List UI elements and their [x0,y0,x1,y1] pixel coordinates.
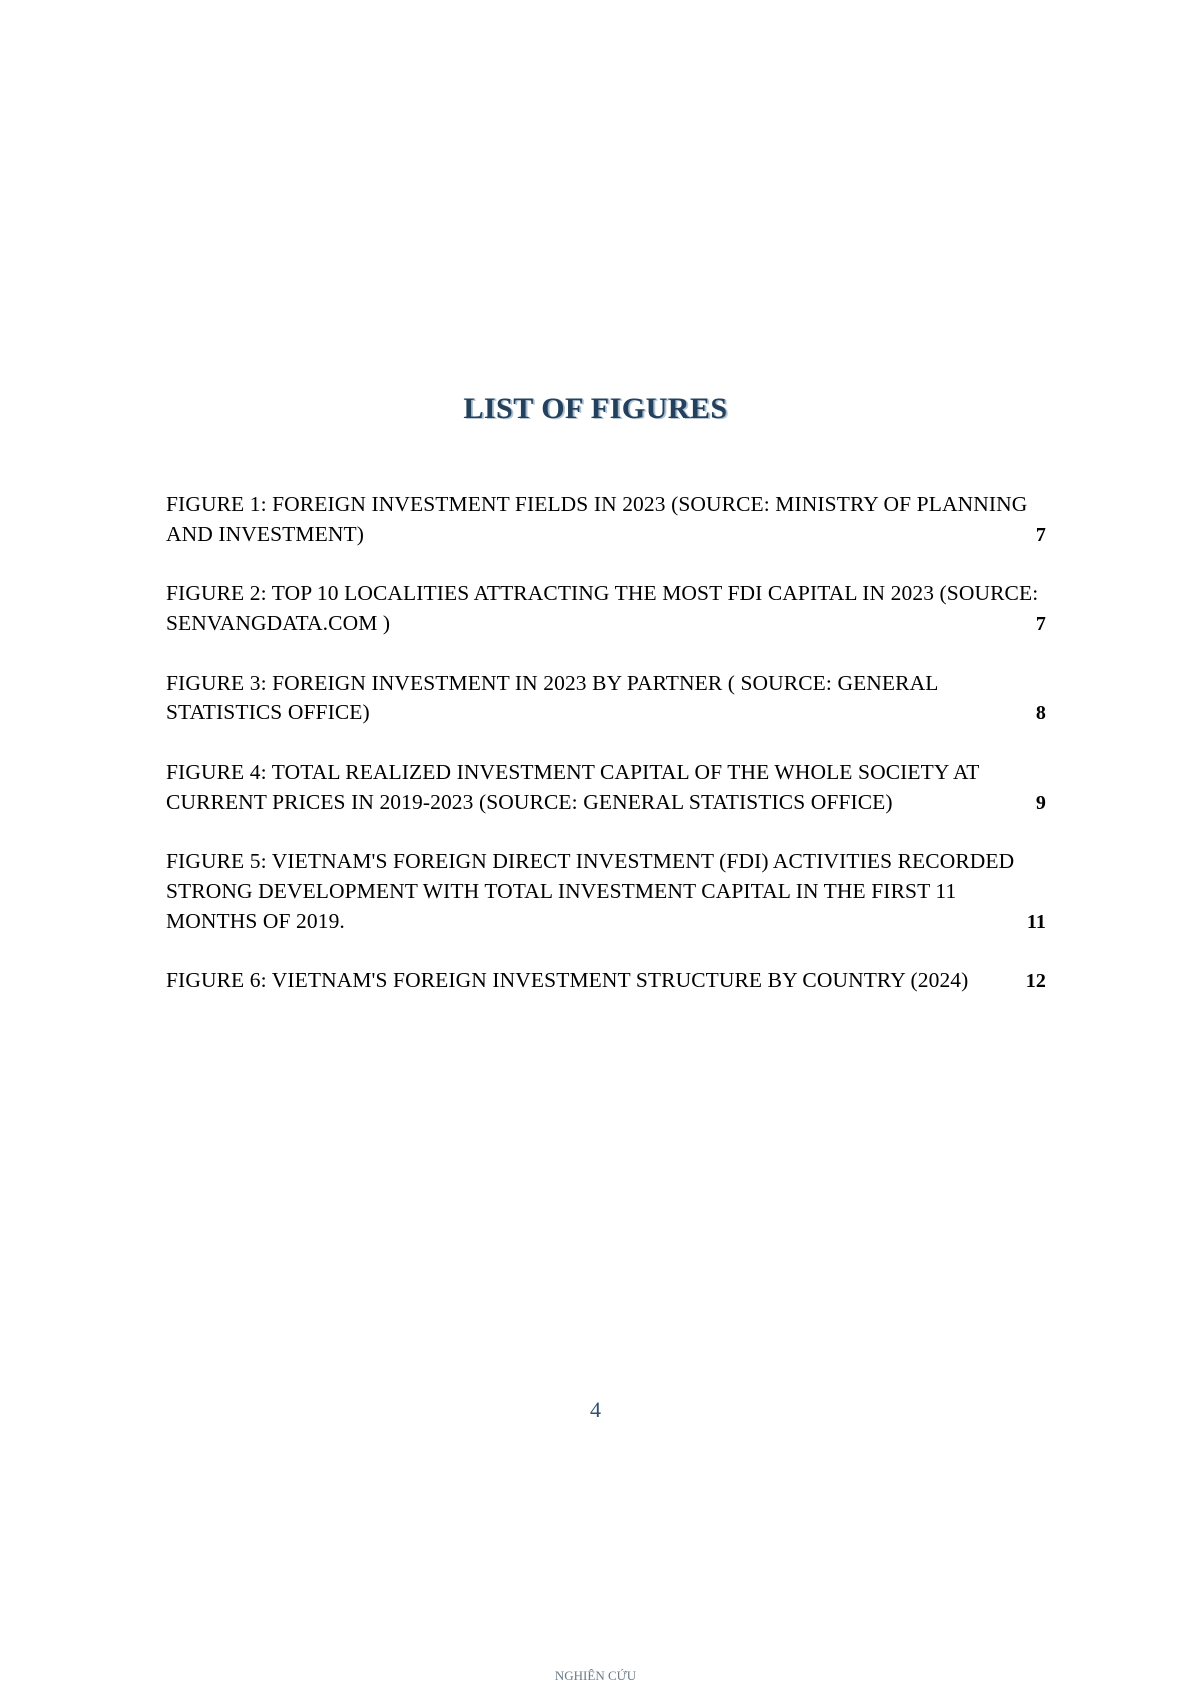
list-item[interactable] [166,579,1046,638]
figure-entry-label: FIGURE 6: VIETNAM'S FOREIGN INVESTMENT STRUCTURE BY COUNTRY (2024) [166,968,969,993]
list-item[interactable] [166,669,1046,728]
figure-entry-label: FIGURE 5: VIETNAM'S FOREIGN DIRECT INVESTMENT (FDI) ACTIVITIES RECORDED STRONG DEVELOPMENT WITH TOTAL INVESTMENT CAPITAL IN THE FIRST 11 MONTHS OF 2019. [166,849,1015,933]
page-number: 4 [590,1397,601,1422]
list-item[interactable] [166,490,1046,549]
list-item[interactable] [166,758,1046,817]
figure-entry-page: 8 [1035,702,1046,725]
page-title: LIST OF FIGURES [463,392,728,425]
list-item[interactable] [166,847,1046,936]
figure-entry-label: FIGURE 2: TOP 10 LOCALITIES ATTRACTING THE MOST FDI CAPITAL IN 2023 (SOURCE: SENVANGDATA.COM ) [166,581,1039,635]
figure-entry-page: 11 [1026,910,1046,933]
figure-entry-page: 9 [1035,791,1046,814]
figure-entry-label: FIGURE 4: TOTAL REALIZED INVESTMENT CAPITAL OF THE WHOLE SOCIETY AT CURRENT PRICES IN 2019-2023 (SOURCE: GENERAL STATISTICS OFFICE) [166,759,980,814]
figure-entry-label: FIGURE 3: FOREIGN INVESTMENT IN 2023 BY PARTNER ( SOURCE: GENERAL STATISTICS OFFICE) [166,670,938,725]
figure-entry-page: 12 [1025,970,1046,993]
figure-entry-label: FIGURE 1: FOREIGN INVESTMENT FIELDS IN 2023 (SOURCE: MINISTRY OF PLANNING AND INVESTMENT) [166,492,1028,546]
list-of-figures [166,490,1046,1026]
footer-partial-text: NGHIÊN CỨU [554,1668,637,1683]
figure-entry-page: 7 [1035,523,1046,546]
list-item[interactable] [166,966,1046,996]
figure-entry-page: 7 [1035,613,1046,636]
